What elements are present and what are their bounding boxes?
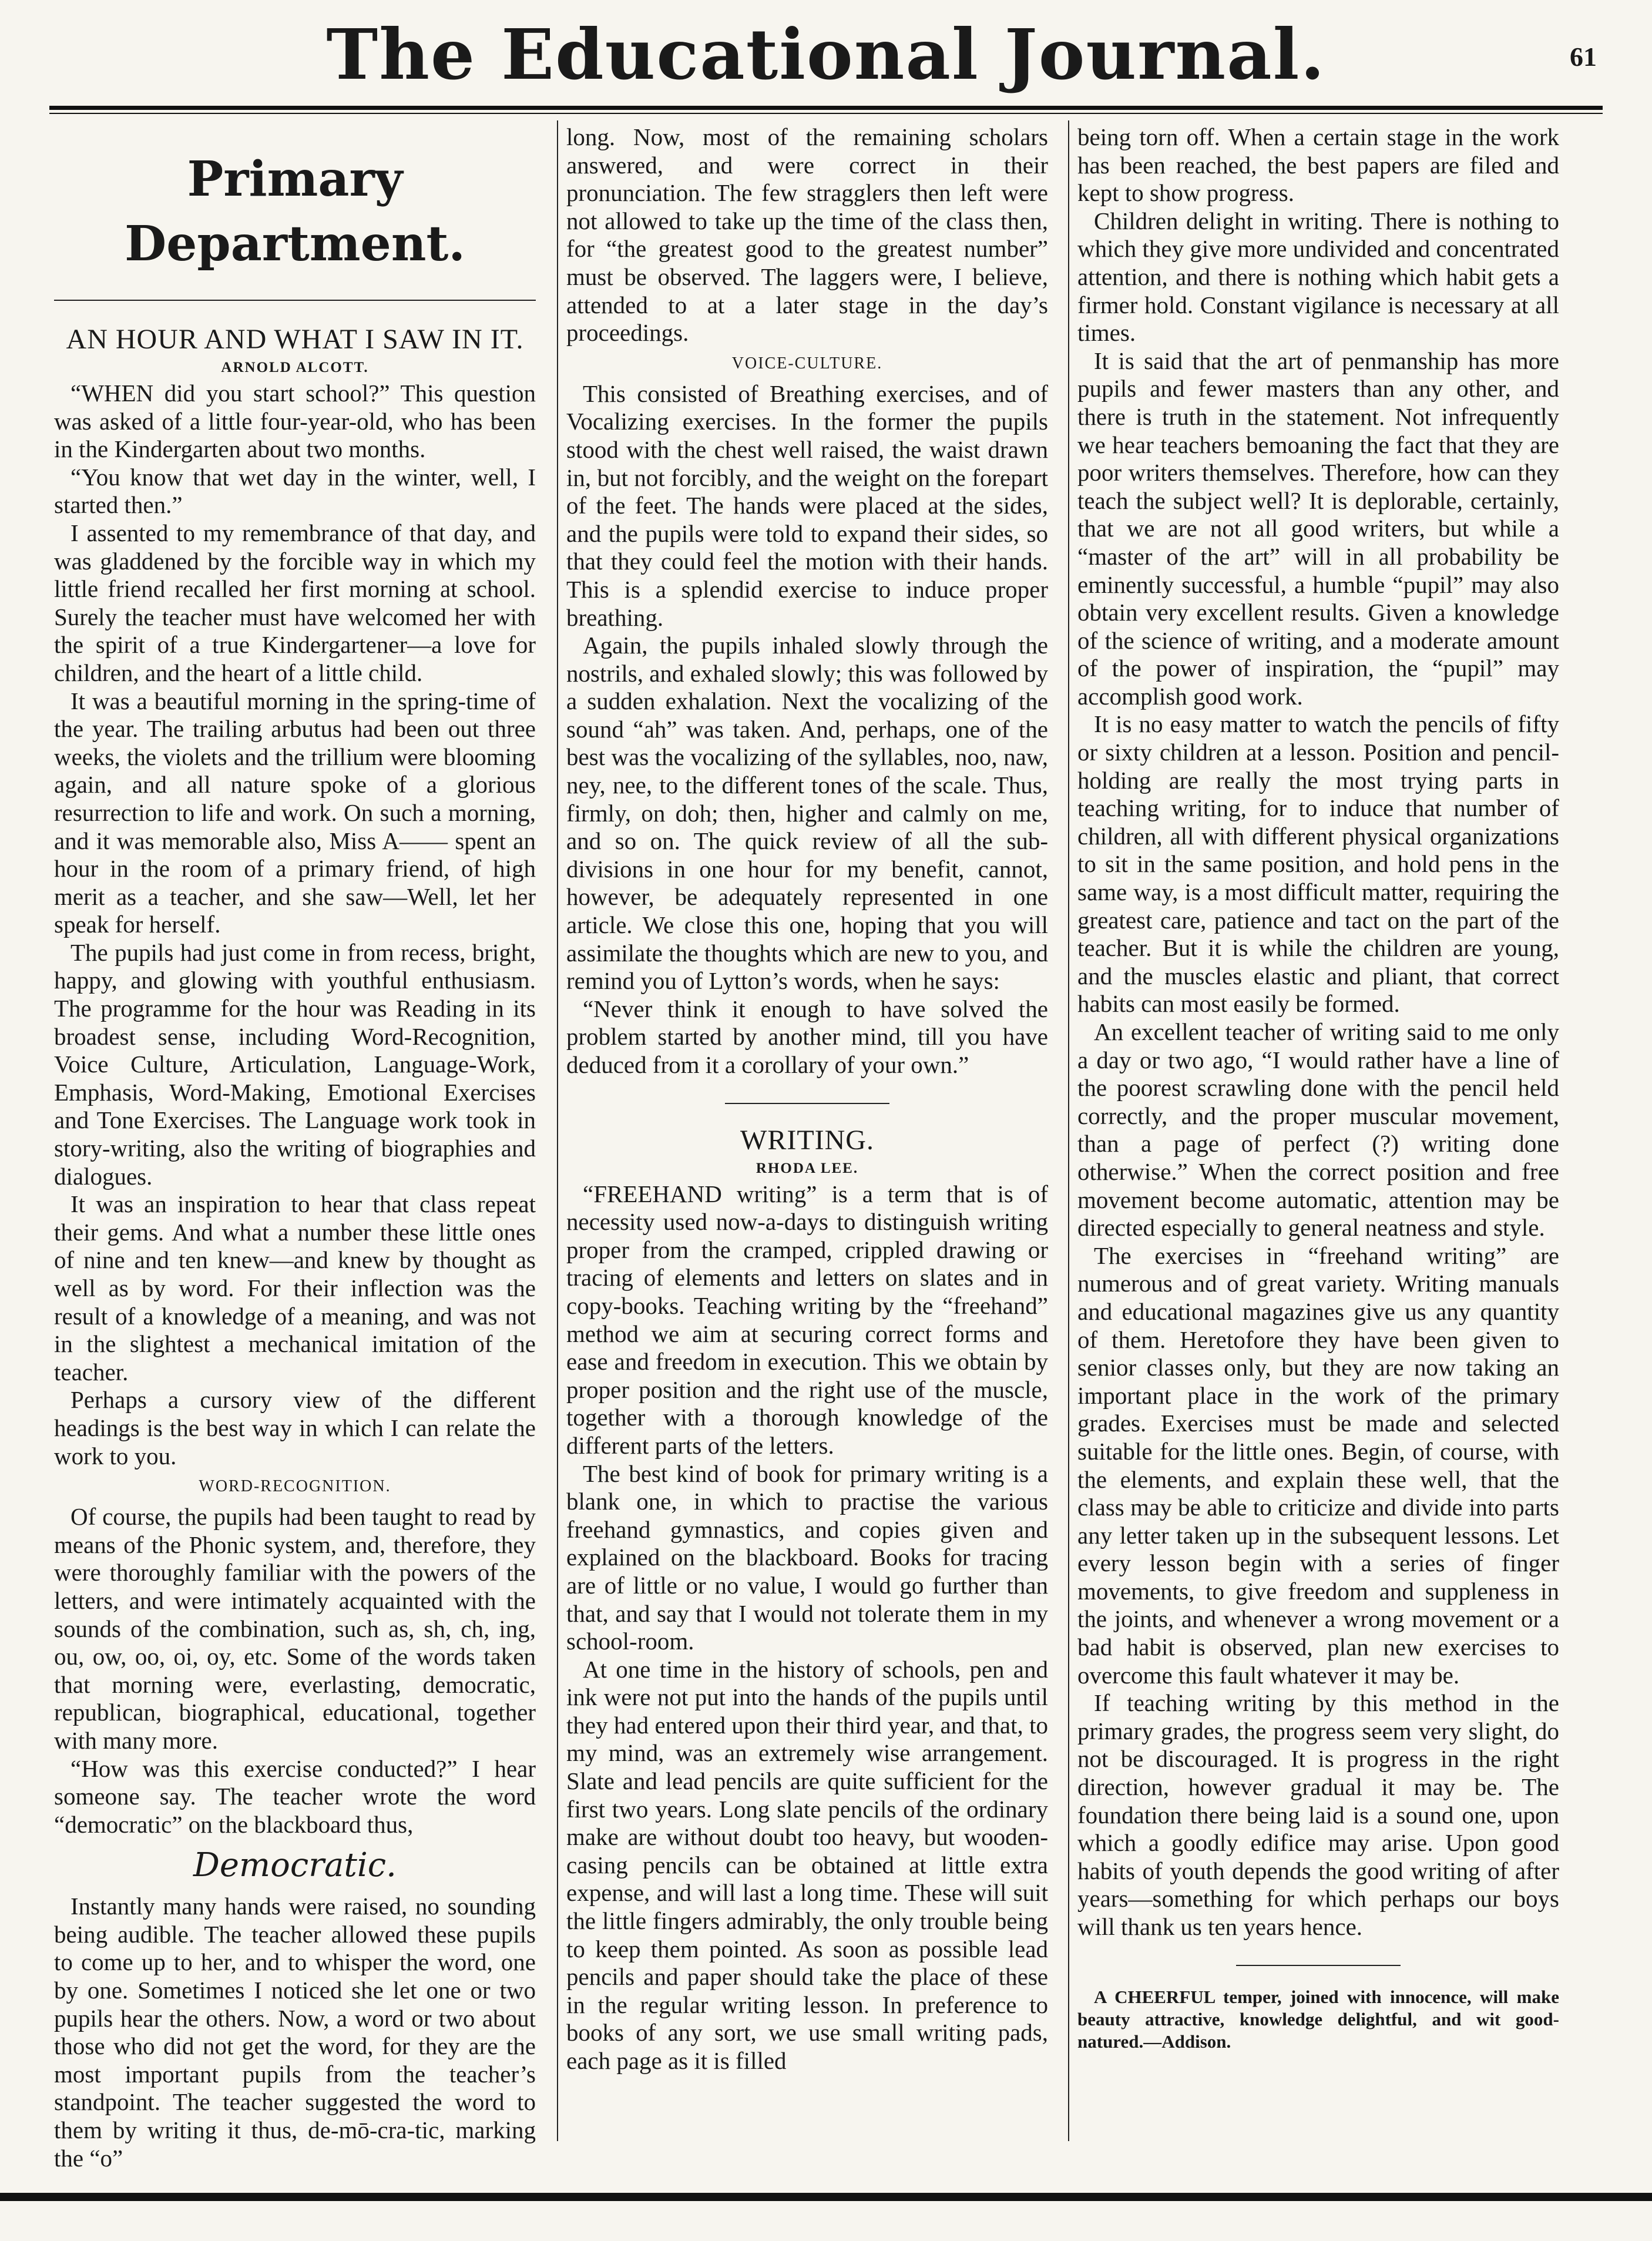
footer-rule [0, 2193, 1652, 2201]
paragraph: An excellent teacher of writing said to me only a day or two ago, “I would rather have a line of the poorest scrawling done with the pencil held correctly, and the proper muscular movement, than a page of perfect (?) writing done otherwise.” When the correct position and free movement become automatic, attention may be directed especially to general neatness and style. [1077, 1018, 1559, 1242]
quotation: A CHEERFUL temper, joined with innocence, will make beauty attractive, knowledge delightful, and wit good-natured.—Addison. [1077, 1986, 1559, 2052]
paragraph: At one time in the history of schools, pen and ink were not put into the hands of the pupils until they had entered upon their third year, and that, to my mind, was an extremely wise arrangement. Slate and lead pencils are quite sufficient for the first two years. Long slate pencils of the ordinary make are without doubt too heavy, but wooden-casing pencils can be obtained at little extra expense, and will last a long time. These will suit the little fingers admirably, the only trouble being to keep them pointed. As soon as possible lead pencils and paper should take the place of these in the regular writing lesson. In preference to books of any sort, we use small writing pads, each page as it is filled [566, 1655, 1048, 2074]
paragraph: being torn off. When a certain stage in the work has been reached, the best papers are filed and kept to show progress. [1077, 123, 1559, 207]
paragraph: The pupils had just come in from recess, bright, happy, and glowing with youthful enthusiasm. The programme for the hour was Reading in its broadest sense, including Word-Recognition, Voice Culture, Articulation, Language-Work, Emphasis, Word-Making, Emotional Exercises and Tone Exercises. The Language work took in story-writing, also the writing of biographies and dialogues. [54, 938, 536, 1190]
paragraph: Again, the pupils inhaled slowly through the nostrils, and exhaled slowly; this was followed by a sudden exhalation. Next the vocalizing of the sound “ah” was taken. And, perhaps, one of the best was the vocalizing of the syllables, noo, naw, ney, nee, to the different tones of the scale. Thus, firmly, on doh; then, higher and calmly on me, and so on. The quick review of all the sub-divisions in one hour for my benefit, cannot, however, be adequately represented in one article. We close this one, hoping that you will assimilate the thoughts which are new to you, and remind you of Lytton’s words, when he says: [566, 632, 1048, 995]
paragraph: I assented to my remembrance of that day, and was gladdened by the forcible way in which my little friend recalled her first morning at school. Surely the teacher must have welcomed her with the spirit of a true Kindergartener—a love for children, and the heart of a little child. [54, 519, 536, 686]
header-rule-thin [49, 113, 1603, 114]
paragraph: It is no easy matter to watch the pencils of fifty or sixty children at a lesson. Position and pencil-holding are really the most trying parts in teaching writing, for to induce that number of children, all with different physical organizations to sit in the same position, and hold pens in the same way, is a most difficult matter, requiring the greatest care, patience and tact on the part of the teacher. But it is while the children are young, and the muscles elastic and pliant, that correct habits can most easily be formed. [1077, 710, 1559, 1018]
paragraph: It was an inspiration to hear that class repeat their gems. And what a number these little ones of nine and ten knew—and knew by thought as well as by word. For their inflection was the result of a knowledge of a meaning, and was not in the slightest a mechanical imitation of the teacher. [54, 1190, 536, 1385]
paragraph: It was a beautiful morning in the spring-time of the year. The trailing arbutus had been out three weeks, the violets and the trillium were blooming again, and all nature spoke of a glorious resurrection to life and work. On such a morning, and it was memorable also, Miss A—— spent an hour in the room of a primary friend, of high merit as a teacher, and she saw—Well, let her speak for herself. [54, 687, 536, 938]
column-divider [557, 120, 558, 2141]
paragraph: “You know that wet day in the winter, well, I started then.” [54, 463, 536, 519]
column-divider [1068, 120, 1069, 2141]
column-3 [1077, 123, 1559, 2053]
paragraph: Of course, the pupils had been taught to read by means of the Phonic system, and, therefore, they were thoroughly familiar with the powers of the letters, and were intimately acquainted with the sounds of the combination, such as, sh, ch, ing, ou, ow, oo, oi, oy, etc. Some of the words taken that morning were, everlasting, democratic, republican, biographical, educational, together with many more. [54, 1503, 536, 1754]
paragraph: “FREEHAND writing” is a term that is of necessity used now-a-days to distinguish writing proper from the cramped, crippled drawing or tracing of elements and letters on slates and in copy-books. Teaching writing by the “freehand” method we aim at securing correct forms and ease and freedom in execution. This we obtain by proper position and the right use of the muscle, together with a thorough knowledge of the different parts of the letters. [566, 1180, 1048, 1459]
paragraph: “How was this exercise conducted?” I hear someone say. The teacher wrote the word “democratic” on the blackboard thus, [54, 1754, 536, 1838]
section-heading: VOICE-CULTURE. [731, 354, 883, 373]
paragraph: Instantly many hands were raised, no sounding being audible. The teacher allowed these pupils to come up to her, and to whisper the word, one by one. Sometimes I noticed she let one or two pupils hear the others. Now, a word or two about those who did not get the word, for they are the most important pupils from the teacher’s standpoint. The teacher suggested the word to them by writing it thus, de-mō-cra-tic, marking the “o” [54, 1893, 536, 2172]
page-number: 61 [1570, 42, 1597, 72]
article-title: WRITING. [740, 1124, 874, 1156]
paragraph: This consisted of Breathing exercises, and of Vocalizing exercises. In the former the pupils stood with the chest well raised, the waist drawn in, but not forcibly, and the weight on the forepart of the feet. The hands were placed at the sides, and the pupils were told to expand their sides, so that they could feel the motion with their hands. This is a splendid exercise to induce proper breathing. [566, 380, 1048, 631]
paragraph: “WHEN did you start school?” This question was asked of a little four-year-old, who has been in the Kindergarten about two months. [54, 380, 536, 463]
department-rule [54, 300, 536, 301]
article-author: RHODA LEE. [756, 1160, 859, 1176]
paragraph: If teaching writing by this method in the primary grades, the progress seem very slight, do not be discouraged. It is progress in the right direction, however gradual it may be. The foundation there being laid is a sound one, upon which a goodly edifice may arise. Upon good habits of youth depends the good writing of after years—something for which perhaps our boys will thank us ten years hence. [1077, 1689, 1559, 1940]
paragraph: Children delight in writing. There is nothing to which they give more undivided and concentrated attention, and there is nothing which habit gets a firmer hold. Constant vigilance is necessary at all times. [1077, 207, 1559, 347]
masthead [49, 11, 1603, 99]
section-heading: WORD-RECOGNITION. [199, 1477, 391, 1496]
column-1 [54, 123, 536, 2172]
header-rule [49, 106, 1603, 110]
section-divider [1236, 1965, 1401, 1966]
paragraph: “Never think it enough to have solved the problem started by another mind, till you have deduced from it a corollary of your own.” [566, 995, 1048, 1078]
article-title: AN HOUR AND WHAT I SAW IN IT. [66, 324, 524, 355]
article-author: ARNOLD ALCOTT. [221, 360, 369, 375]
paragraph: long. Now, most of the remaining scholars answered, and were correct in their pronunciation. The few stragglers then left were not allowed to take up the time of the class then, for “the greatest good to the greatest number” must be observed. The laggers were, I believe, attended to at a later stage in the day’s proceedings. [566, 123, 1048, 347]
section-divider [725, 1103, 889, 1104]
paragraph: Perhaps a cursory view of the different headings is the best way in which I can relate the work to you. [54, 1386, 536, 1470]
column-2 [566, 123, 1048, 2075]
paragraph: It is said that the art of penmanship has more pupils and fewer masters than any other, and there is truth in the statement. Not infrequently we hear teachers bemoaning the fact that they are poor writers themselves. Therefore, how can they teach the subject well? It is deplorable, certainly, that we are not all good writers, but while a “master of the art” will in all probability be eminently successful, a humble “pupil” may also obtain very excellent results. Given a knowledge of the science of writing, and a moderate amount of the power of inspiration, the “pupil” may accomplish good work. [1077, 347, 1559, 710]
department-title: Primary Department. [125, 151, 465, 272]
paragraph: The exercises in “freehand writing” are numerous and of great variety. Writing manuals and educational magazines give us any quantity of them. Heretofore they have been given to senior classes only, but they are now taking an important place in the work of the primary grades. Exercises must be made and selected suitable for the little ones. Begin, of course, with the elements, and explain these well, that the class may be able to criticize and divide into parts any letter taken up in the subsequent lessons. Let every lesson begin with a series of finger movements, to give freedom and suppleness in the joints, and whenever a wrong movement or a bad habit is observed, plan new exercises to overcome this fault whatever it may be. [1077, 1242, 1559, 1689]
blackboard-word: Democratic. [193, 1846, 397, 1885]
paragraph: The best kind of book for primary writing is a blank one, in which to practise the various freehand gymnastics, and copies given and explained on the blackboard. Books for tracing are of little or no value, I would go further than that, and say that I would not tolerate them in my school-room. [566, 1460, 1048, 1655]
journal-title: The Educational Journal. [326, 14, 1326, 95]
